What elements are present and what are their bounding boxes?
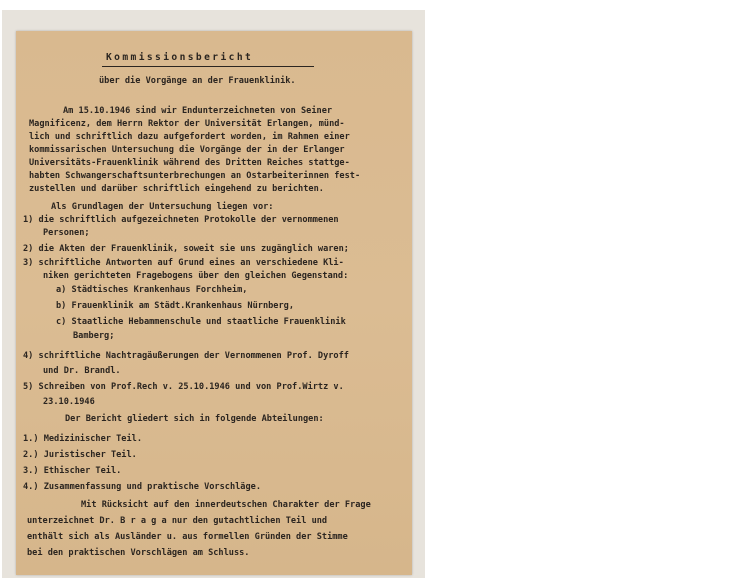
body-line: zustellen und darüber schriftlich eingehend zu berichten. bbox=[29, 184, 324, 194]
title-underline bbox=[102, 66, 314, 67]
list-item: und Dr. Brandl. bbox=[43, 366, 121, 376]
list-item: 1) die schriftlich aufgezeichneten Protokolle der vernommenen bbox=[23, 215, 339, 225]
list-item: niken gerichteten Fragebogens über den gleichen Gegenstand: bbox=[43, 271, 349, 281]
document-subtitle: über die Vorgänge an der Frauenklinik. bbox=[99, 76, 296, 86]
body-line: Am 15.10.1946 sind wir Endunterzeichneten von Seiner bbox=[63, 106, 333, 116]
sub-list-item: b) Frauenklinik am Städt.Krankenhaus Nürnberg, bbox=[56, 301, 294, 311]
section-item: 3.) Ethischer Teil. bbox=[23, 466, 122, 476]
body-line: Magnificenz, dem Herrn Rektor der Universität Erlangen, münd- bbox=[29, 119, 345, 129]
body-line: Universitäts-Frauenklinik während des Dritten Reiches stattge- bbox=[29, 158, 350, 168]
body-line: kommissarischen Untersuchung die Vorgänge der in der Erlanger bbox=[29, 145, 345, 155]
body-line: Als Grundlagen der Untersuchung liegen vor: bbox=[51, 202, 274, 212]
section-item: 2.) Juristischer Teil. bbox=[23, 450, 137, 460]
sub-list-item: c) Staatliche Hebammenschule und staatliche Frauenklinik bbox=[56, 317, 346, 327]
body-line: unterzeichnet Dr. B r a g a nur den gutachtlichen Teil und bbox=[27, 516, 328, 526]
body-line: habten Schwangerschaftsunterbrechungen an Ostarbeiterinnen fest- bbox=[29, 171, 361, 181]
body-line: Der Bericht gliedert sich in folgende Abteilungen: bbox=[65, 414, 324, 424]
body-line: bei den praktischen Vorschlägen am Schluss. bbox=[27, 548, 250, 558]
body-line: enthält sich als Ausländer u. aus formellen Gründen der Stimme bbox=[27, 532, 348, 542]
list-item: 23.10.1946 bbox=[43, 397, 95, 407]
sub-list-item: Bamberg; bbox=[73, 331, 115, 341]
body-line: lich und schriftlich dazu aufgefordert worden, im Rahmen einer bbox=[29, 132, 350, 142]
body-line: Mit Rücksicht auf den innerdeutschen Charakter der Frage bbox=[81, 500, 371, 510]
list-item: Personen; bbox=[43, 228, 90, 238]
section-item: 4.) Zusammenfassung und praktische Vorschläge. bbox=[23, 482, 261, 492]
list-item: 3) schriftliche Antworten auf Grund eines an verschiedene Kli- bbox=[23, 258, 344, 268]
list-item: 2) die Akten der Frauenklinik, soweit sie uns zugänglich waren; bbox=[23, 244, 349, 254]
list-item: 4) schriftliche Nachtragäußerungen der Vernommenen Prof. Dyroff bbox=[23, 351, 349, 361]
document-title: Kommissionsbericht bbox=[106, 52, 254, 63]
document-page bbox=[16, 31, 412, 575]
section-item: 1.) Medizinischer Teil. bbox=[23, 434, 142, 444]
scanned-photo bbox=[2, 10, 425, 578]
sub-list-item: a) Städtisches Krankenhaus Forchheim, bbox=[56, 285, 248, 295]
list-item: 5) Schreiben von Prof.Rech v. 25.10.1946 und von Prof.Wirtz v. bbox=[23, 382, 344, 392]
